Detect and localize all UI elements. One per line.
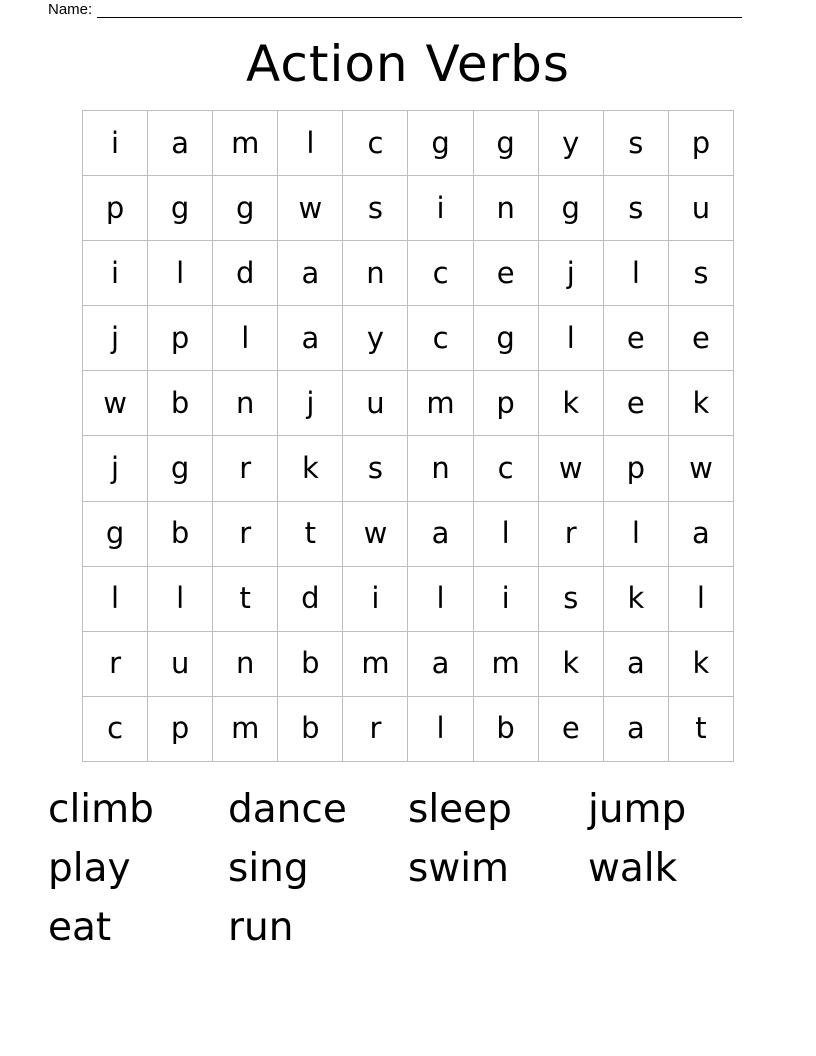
grid-cell[interactable]: i	[474, 567, 539, 632]
grid-cell[interactable]: a	[408, 632, 473, 697]
grid-cell[interactable]: p	[669, 111, 734, 176]
grid-cell[interactable]: g	[408, 111, 473, 176]
grid-cell[interactable]: t	[213, 567, 278, 632]
grid-cell[interactable]: u	[669, 176, 734, 241]
grid-cell[interactable]: d	[278, 567, 343, 632]
grid-cell[interactable]: n	[213, 632, 278, 697]
grid-cell[interactable]: g	[148, 176, 213, 241]
grid-cell[interactable]: c	[408, 241, 473, 306]
grid-cell[interactable]: e	[604, 306, 669, 371]
grid-cell[interactable]: l	[604, 241, 669, 306]
grid-cell[interactable]: s	[604, 111, 669, 176]
grid-cell[interactable]: a	[669, 502, 734, 567]
word-bank-item: walk	[588, 846, 678, 891]
grid-cell[interactable]: b	[278, 697, 343, 762]
grid-cell[interactable]: j	[83, 436, 148, 501]
grid-cell[interactable]: i	[343, 567, 408, 632]
grid-cell[interactable]: e	[539, 697, 604, 762]
grid-cell[interactable]: w	[343, 502, 408, 567]
grid-cell[interactable]: t	[669, 697, 734, 762]
grid-cell[interactable]: k	[669, 632, 734, 697]
grid-cell[interactable]: l	[408, 697, 473, 762]
grid-cell[interactable]: k	[539, 632, 604, 697]
grid-cell[interactable]: p	[474, 371, 539, 436]
grid-cell[interactable]: m	[408, 371, 473, 436]
grid-cell[interactable]: i	[83, 111, 148, 176]
grid-cell[interactable]: g	[83, 502, 148, 567]
word-bank-item: sleep	[408, 787, 512, 832]
grid-cell[interactable]: g	[539, 176, 604, 241]
grid-cell[interactable]: p	[604, 436, 669, 501]
grid-cell[interactable]: g	[474, 306, 539, 371]
grid-cell[interactable]: r	[213, 436, 278, 501]
word-bank-item: jump	[588, 787, 687, 832]
grid-cell[interactable]: g	[474, 111, 539, 176]
grid-cell[interactable]: w	[669, 436, 734, 501]
grid-cell[interactable]: p	[148, 306, 213, 371]
grid-cell[interactable]: r	[83, 632, 148, 697]
grid-cell[interactable]: k	[604, 567, 669, 632]
grid-cell[interactable]: k	[278, 436, 343, 501]
grid-cell[interactable]: l	[148, 567, 213, 632]
grid-cell[interactable]: l	[408, 567, 473, 632]
word-bank-item: sing	[228, 846, 309, 891]
word-search-grid	[82, 110, 734, 762]
grid-cell[interactable]: b	[148, 371, 213, 436]
grid-cell[interactable]: b	[148, 502, 213, 567]
grid-cell[interactable]: m	[474, 632, 539, 697]
grid-cell[interactable]: l	[539, 306, 604, 371]
grid-cell[interactable]: d	[213, 241, 278, 306]
grid-cell[interactable]: j	[278, 371, 343, 436]
grid-cell[interactable]: l	[474, 502, 539, 567]
grid-cell[interactable]: l	[604, 502, 669, 567]
grid-cell[interactable]: n	[213, 371, 278, 436]
word-bank-item: climb	[48, 787, 154, 832]
grid-cell[interactable]: n	[408, 436, 473, 501]
grid-cell[interactable]: b	[474, 697, 539, 762]
grid-cell[interactable]: s	[343, 176, 408, 241]
grid-cell[interactable]: s	[604, 176, 669, 241]
grid-cell[interactable]: w	[539, 436, 604, 501]
grid-cell[interactable]: n	[343, 241, 408, 306]
grid-cell[interactable]: m	[213, 697, 278, 762]
word-bank-item: play	[48, 846, 131, 891]
grid-cell[interactable]: p	[148, 697, 213, 762]
grid-cell[interactable]: a	[604, 697, 669, 762]
grid-cell[interactable]: i	[83, 241, 148, 306]
grid-cell[interactable]: u	[343, 371, 408, 436]
grid-cell[interactable]: y	[539, 111, 604, 176]
grid-cell[interactable]: t	[278, 502, 343, 567]
grid-cell[interactable]: e	[604, 371, 669, 436]
grid-cell[interactable]: a	[278, 306, 343, 371]
grid-cell[interactable]: m	[343, 632, 408, 697]
word-bank-item: run	[228, 905, 294, 950]
grid-cell[interactable]: c	[83, 697, 148, 762]
grid-cell[interactable]: m	[213, 111, 278, 176]
word-bank-item: dance	[228, 787, 347, 832]
grid-cell[interactable]: u	[148, 632, 213, 697]
grid-cell[interactable]: a	[604, 632, 669, 697]
grid-cell[interactable]: c	[408, 306, 473, 371]
grid-cell[interactable]: b	[278, 632, 343, 697]
grid-cell[interactable]: w	[83, 371, 148, 436]
grid-cell[interactable]: j	[83, 306, 148, 371]
grid-cell[interactable]: y	[343, 306, 408, 371]
grid-cell[interactable]: c	[343, 111, 408, 176]
grid-cell[interactable]: i	[408, 176, 473, 241]
grid-cell[interactable]: s	[343, 436, 408, 501]
grid-cell[interactable]: j	[539, 241, 604, 306]
word-bank	[48, 780, 768, 957]
grid-cell[interactable]: e	[474, 241, 539, 306]
grid-cell[interactable]: r	[213, 502, 278, 567]
word-bank-item: eat	[48, 905, 112, 950]
grid-cell[interactable]: l	[83, 567, 148, 632]
grid-cell[interactable]: s	[539, 567, 604, 632]
grid-cell[interactable]: l	[669, 567, 734, 632]
grid-cell[interactable]: g	[213, 176, 278, 241]
grid-cell[interactable]: w	[278, 176, 343, 241]
grid-cell[interactable]: k	[539, 371, 604, 436]
grid-cell[interactable]: l	[148, 241, 213, 306]
word-bank-item: swim	[408, 846, 510, 891]
page-title: Action Verbs	[246, 35, 570, 93]
grid-cell[interactable]: k	[669, 371, 734, 436]
grid-cell[interactable]: c	[474, 436, 539, 501]
name-underline[interactable]	[97, 3, 742, 18]
grid-cell[interactable]: r	[343, 697, 408, 762]
grid-cell[interactable]: r	[539, 502, 604, 567]
grid-cell[interactable]: n	[474, 176, 539, 241]
grid-cell[interactable]: l	[278, 111, 343, 176]
name-label: Name:	[48, 1, 93, 18]
grid-cell[interactable]: l	[213, 306, 278, 371]
grid-cell[interactable]: a	[408, 502, 473, 567]
grid-cell[interactable]: a	[148, 111, 213, 176]
grid-cell[interactable]: a	[278, 241, 343, 306]
name-field[interactable]	[48, 0, 742, 18]
grid-cell[interactable]: p	[83, 176, 148, 241]
grid-cell[interactable]: g	[148, 436, 213, 501]
grid-cell[interactable]: s	[669, 241, 734, 306]
grid-cell[interactable]: e	[669, 306, 734, 371]
